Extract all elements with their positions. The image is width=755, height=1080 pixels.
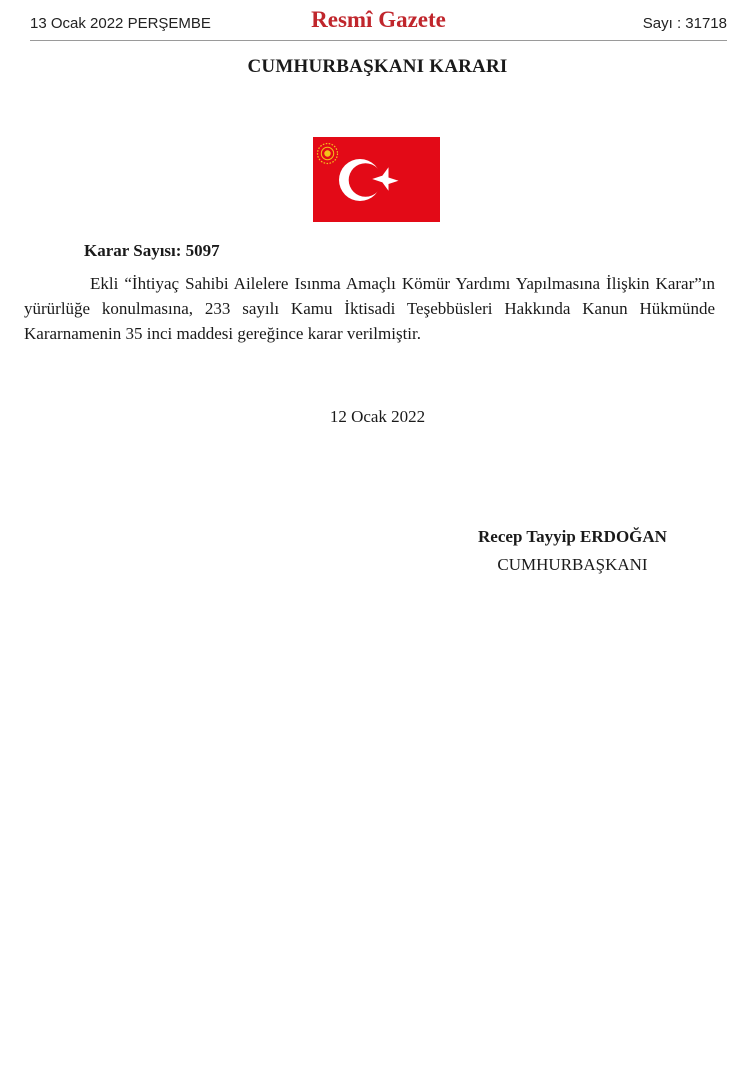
decision-body-text: Ekli “İhtiyaç Sahibi Ailelere Isınma Amaçlı Kömür Yardımı Yapılmasına İlişkin Karar”ın yürürlüğe konulmasına, 233 sayılı Kamu İktisadi Teşebbüsleri Hakkında Kanun Hükmünde Kararnamenin 35 inci maddesi gereğince karar verilmiştir. xyxy=(24,274,715,343)
issue-number: Sayı : 31718 xyxy=(642,15,727,32)
gazette-header xyxy=(30,6,727,41)
signer-title: CUMHURBAŞKANI xyxy=(497,555,648,574)
decision-number: Karar Sayısı: 5097 xyxy=(84,241,220,260)
publication-date: 13 Ocak 2022 PERŞEMBE xyxy=(30,15,211,32)
turkish-flag-icon xyxy=(313,137,440,222)
signer-name: Recep Tayyip ERDOĞAN xyxy=(478,527,667,546)
signature-block xyxy=(460,525,685,577)
decision-date: 12 Ocak 2022 xyxy=(329,407,426,426)
gazette-title: Resmî Gazete xyxy=(311,7,446,32)
document-type-heading: CUMHURBAŞKANI KARARI xyxy=(247,56,508,77)
